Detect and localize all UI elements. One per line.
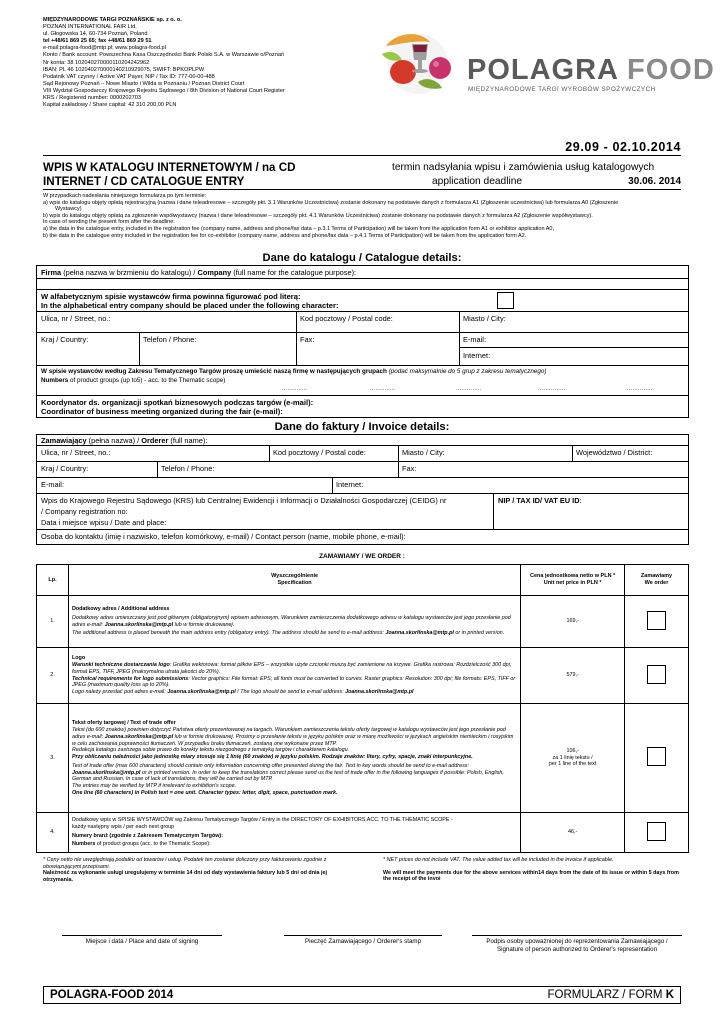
note-line: In case of sending the present form after the deadline: (43, 219, 175, 226)
col-specification: Wyszczególnienie Specification (68, 565, 520, 596)
company-line: Kapitał zakładowy / Share capital: 42 310 200,00 PLN (43, 102, 177, 109)
postal-code-label: Kod pocztowy / Postal code: (300, 314, 393, 323)
company-line: Podatnik VAT czynny / Active VAT Payer, NIP / Tax ID: 777-00-00-488 (43, 73, 215, 80)
coordinator-label-pl: Koordynator ds. organizacji spotkań biznesowych podczas targów (e-mail): (41, 398, 314, 407)
firma-label: Firma (pełna nazwa w brzmieniu do katalogu) / Company (full name for the catalogue purpose): (41, 268, 357, 277)
deadline-date: 30.06. 2014 (628, 176, 681, 187)
footer-form-id: FORMULARZ / FORM K (547, 989, 674, 1001)
row-price: 106,- za 1 linię tekstu / per 1 line of the text (521, 704, 625, 813)
fair-dates: 29.09 - 02.10.2014 (565, 140, 681, 154)
company-info (43, 17, 363, 109)
row-price: 169,- (521, 596, 625, 648)
row-number: 3. (37, 704, 69, 813)
country-label: Kraj / Country: (41, 335, 89, 344)
product-groups-label-en: Numbers of product groups (up to5) - acc. to the Thematic scope) (41, 377, 226, 384)
krs-date-place-label: Data i miejsce wpisu / Date and place: (41, 518, 167, 527)
group-slot-4[interactable]: .............. (540, 386, 566, 392)
row-price: 46,- (521, 813, 625, 853)
nip-label: NIP / TAX ID/ VAT EU ID: (498, 496, 582, 505)
note-line: b) the data in the catalogue entry included in the registration fee for co-exhibitor (company name, address and phone/fax data – p.4.1 Terms of Participation) will be taken from the application form A2. (43, 232, 527, 239)
logo-subtitle: MIĘDZYNARODOWE TARGI WYROBÓW SPOŻYWCZYCH (468, 86, 656, 93)
logo-word-polagra: POLAGRA (467, 54, 618, 86)
group-slot-1[interactable]: .............. (282, 386, 308, 392)
company-line: VIII Wydział Gospodarczy Krajowego Rejestru Sądowego / 8th Division of National Court Register (43, 87, 285, 94)
row-number: 1. (37, 596, 69, 648)
company-line: IBAN: PL 46 102040270000140210929075, SWIFT: BPKOPLPW (43, 66, 205, 73)
row-number: 2. (37, 648, 69, 704)
city-label: Miasto / City: (463, 314, 506, 323)
invoice-district-label: Województwo / District: (576, 448, 653, 457)
invoice-country-label: Kraj / Country: (41, 464, 89, 473)
deadline-label-en: application deadline (432, 176, 523, 187)
row-spec: Dodatkowy adres / Additional address Dodatkowy adres umieszczany jest pod głównym (obligatoryjnym) wpisem adresowym. Warunkiem zamieszczenia dodatkowego adresu w katalogu wystawców jest jego przesłanie pod adres e-mail: Joanna.skorlinska@mtp.pl lub w formie drukowanej. The additional address is placed beneath the main address entry (obligatory entry). The address should be send to e-mail address: Joanna.skorlinska@mtp.pl or in printed version. (68, 596, 520, 648)
table-row (37, 813, 689, 853)
title-rule (43, 189, 681, 190)
krs-label-line1: Wpis do Krajowego Rejestru Sądowego (KRS) lub Centralnej Ewidencji i Informacji o Działalności Gospodarczej (CEIDG) nr (41, 496, 447, 505)
internet-label: Internet: (463, 351, 491, 360)
table-row (37, 704, 689, 813)
note-line: W przypadkach nadesłania niniejszego formularza po tym terminie: (43, 193, 207, 199)
signature-stamp: Pieczęć Zamawiającego / Orderer's stamp (304, 938, 422, 945)
contact-person-label: Osoba do kontaktu (imię i nazwisko, telefon komórkowy, e-mail) / Contact person (name, mobile phone, e-mail): (41, 532, 406, 541)
invoice-street-label: Ulica, nr / Street, no.: (41, 448, 111, 457)
logo-word-food: FOOD (627, 54, 715, 86)
table-row (37, 648, 689, 704)
invoice-fax-label: Fax: (402, 464, 417, 473)
order-checkbox-1[interactable] (647, 611, 666, 630)
alphabet-label-pl: W alfabetycznym spisie wystawców firma powinna figurować pod literą: (41, 292, 301, 301)
company-line: ul. Głogowska 14, 60-734 Poznań, Poland (43, 31, 148, 38)
coordinator-label-en: Coordinator of business meeting organized during the fair (e-mail): (41, 407, 283, 416)
company-line: e-mail:polagra-food@mtp.pl; www.polagra-food.pl (43, 45, 166, 52)
phone-label: Telefon / Phone: (143, 335, 197, 344)
deadline-block (392, 161, 681, 189)
late-submission-notes (43, 193, 683, 239)
row-spec: Dodatkowy wpis w SPISIE WYSTAWCÓW wg Zakresu Tematycznego Targów / Entry in the DIRECTORY OF EXHIBITORS ACC. TO THE THEMATIC SCOPE - każdy następny wpis / per each next group Numery branż (zgodnie z Zakresem Tematycznym Targów): Numbers of product groups (acc. to the Thematic Scope): (68, 813, 520, 853)
company-line: POZNAN INTERNATIONAL FAIR Ltd. (43, 24, 137, 31)
table-row (37, 596, 689, 648)
invoice-phone-label: Telefon / Phone: (161, 464, 215, 473)
deadline-label-pl: termin nadsyłania wpisu i zamówienia usług katalogowych (392, 162, 655, 173)
footnote-en: * NET prices do not include VAT. The value added tax will be included in the invoice if applicable. We will meet the payments due for the above services within14 days from the date of its issue or within 5 days from the receipt of the invoi (383, 857, 679, 883)
logo-wordmark (467, 54, 715, 87)
street-label: Ulica, nr / Street, no.: (41, 314, 111, 323)
signature-place-date: Miejsce i data / Place and date of signing (85, 938, 199, 945)
note-line: Wystawcy) (55, 206, 82, 213)
invoice-internet-label: Internet: (336, 480, 364, 489)
alphabet-label-en: In the alphabetical entry company should be placed under the following character: (41, 301, 339, 310)
company-line: tel +48/61 869 25 65; fax +48/61 869 29 51 (43, 38, 152, 45)
polagra-food-logo (376, 24, 715, 104)
col-order: Zamawiamy We order (625, 565, 689, 596)
invoice-city-label: Miasto / City: (402, 448, 445, 457)
note-line: a) wpis do katalogu objęty opłatą rejestracyjną (nazwa i dane teleadresowe – szczegóły pkt. 3.1 Warunków Uczestnictwa) zostanie dokonany na podstawie danych z formularza A1 (Zgłoszenie uczestnictwa) lub formularza A0 (Zgłoszenie (43, 199, 619, 206)
form-title-line2: INTERNET / CD CATALOGUE ENTRY (43, 175, 245, 188)
row-spec: Logo Warunki techniczne dostarczania logo: Grafika wektorowa: format plików EPS – wszystkie użyte czcionki muszą być zamienione na krzywe. Grafika rastrowa: Rozdzielczość 300 dpi, format EPS, TIFF, JPEG (maksymalna utrata jakości do 20%). Technical requirements for logo submissions: Vector graphics: File format: EPS; all fonts must be converted to curves. Raster graphics: Resolution: 300 dpi; file formats: EPS, TIFF or JPEG (maximum quality loss up to 20%). Logo należy przesłać pod adres e-mail: Joanna.skorlinska@mtp.pl / The logo should be send to e-mail address: Joanna.skorlinska@mtp.pl (68, 648, 520, 704)
form-title-line1: WPIS W KATALOGU INTERNETOWYM / na CD (43, 161, 296, 174)
invoice-email-label: E-mail: (41, 480, 64, 489)
order-heading: ZAMAWIAMY / WE ORDER : (319, 553, 405, 560)
company-line: MIĘDZYNARODOWE TARGI POZNAŃSKIE sp. z o. o. (43, 17, 182, 23)
row-price: 579,- (521, 648, 625, 704)
order-table (36, 564, 689, 853)
company-line: Sąd Rejonowy Poznań – Nowe Miasto i Wilda w Poznaniu / Poznan District Court (43, 80, 245, 87)
order-checkbox-4[interactable] (647, 822, 666, 841)
row-spec: Tekst oferty targowej / Text of trade offer Tekst (do 600 znaków) powinien dotyczyć Państwa oferty prezentowanej na targach. Warunkiem zamieszczenia tekstu oferty targowej w katalogu wystawców jest jego przesłanie pod adres e-mail: Joanna.skorlinska@mtp.pl lub w formie drukowanej. Prosimy o przesłanie tekstu w języku polskim oraz w miarę możliwości w językach angielskim niemieckim i rosyjskim w celu zachowania poprawności tłumaczeń. W przypadku braku tłumaczeń, zostaną one wykonane przez MTP. Redakcja katalogu zastrzega sobie prawo do korekty tekstu niezgodnego z tematyką targów i charakterem katalogu. Przy obliczaniu należności jako jednostkę miary stosuje się 1 linię (60 znaków) w języku polskim. Rodzaje znaków: litery, cyfry, spacje, znaki interpunkcyjne. Text of trade offer (max 600 characters) should contain only information concerning offer presented during the fair. Text in key words should be send to e-mail address: Joanna.skorlinska@mtp.pl or in printed version. In order to keep the translations correct please send us the text of trade offer in the following languages if possible: Polish, English, German and Russian. In case of lack of translations, they will be carried out by MTP. The entries may be verified by MTP if irrelevant to exhibition's scope. One line (60 characters) in Polish text = one unit. Character types: letter, digit, space, punctuation mark. (68, 704, 520, 813)
fax-label: Fax: (300, 335, 315, 344)
signature-authorized: Podpis osoby upoważnionej do reprezentowania Zamawiającego / Signature of person authorized to Orderer's representation (486, 938, 668, 953)
col-lp: Lp. (37, 565, 69, 596)
company-line: Konto / Bank account: Powszechna Kasa Oszczędności Bank Polski S.A. w Warszawie o/Poznań (43, 52, 285, 59)
header-rule (43, 155, 681, 156)
alphabet-letter-box[interactable] (497, 292, 514, 309)
order-table-header (37, 565, 689, 596)
group-slot-5[interactable]: .............. (627, 386, 653, 392)
order-checkbox-3[interactable] (647, 747, 666, 766)
footnote-pl: * Ceny netto nie uwzględniają podatku od towarów i usług. Podatek ten zostanie doliczony przy fakturowaniu zgodnie z obowiązującymi przepisami. Należność za wykonanie usługi uregulujemy w terminie 14 dni od daty wystawienia faktury lub 5 dni od dnia jej otrzymania. (43, 857, 327, 883)
orderer-label: Zamawiający (pełna nazwa) / Orderer (full name): (41, 436, 208, 445)
company-line: KRS / Registered number: 0000202703 (43, 95, 141, 102)
form-footer (43, 986, 681, 1004)
product-groups-label-pl: W spisie wystawców według Zakresu Tematycznego Targów proszę umieścić naszą firmę w następujących grupach (podać maksymalnie do 5 grup z zakresu tematycznego) (41, 368, 547, 375)
order-checkbox-2[interactable] (647, 665, 666, 684)
footer-event-name: POLAGRA-FOOD 2014 (50, 989, 174, 1001)
logo-emblem-icon (376, 24, 466, 104)
invoice-section-title: Dane do faktury / Invoice details: (274, 421, 450, 433)
email-label: E-mail: (463, 335, 486, 344)
group-slot-2[interactable]: .............. (370, 386, 396, 392)
krs-label-line2: / Company registration no: (41, 507, 128, 516)
group-slot-3[interactable]: .............. (456, 386, 482, 392)
company-line: Nr konta: 38 102040270000110204242962 (43, 59, 150, 66)
note-line: a) the data in the catalogue entry, included in the registration fee (company name, address and phone/fax data – p.3.1 Terms of Participation) will be taken from the application form A1 or exhibitor application A0, (43, 225, 554, 232)
invoice-postal-label: Kod pocztowy / Postal code: (273, 448, 366, 457)
col-price: Cena jednostkowa netto w PLN * Unit net price in PLN * (521, 565, 625, 596)
form-title (43, 161, 295, 189)
catalogue-section-title: Dane do katalogu / Catalogue details: (262, 252, 462, 264)
note-line: b) wpis do katalogu objęty opłatą za zgłoszenie współwystawcy (nazwa i dane teleadresowe – szczegóły pkt. 4.1 Warunków Uczestnictwa) zostanie dokonany na podstawie danych z formularza A2 (Zgłoszenie współwystawcy). (43, 212, 593, 219)
row-number: 4. (37, 813, 69, 853)
